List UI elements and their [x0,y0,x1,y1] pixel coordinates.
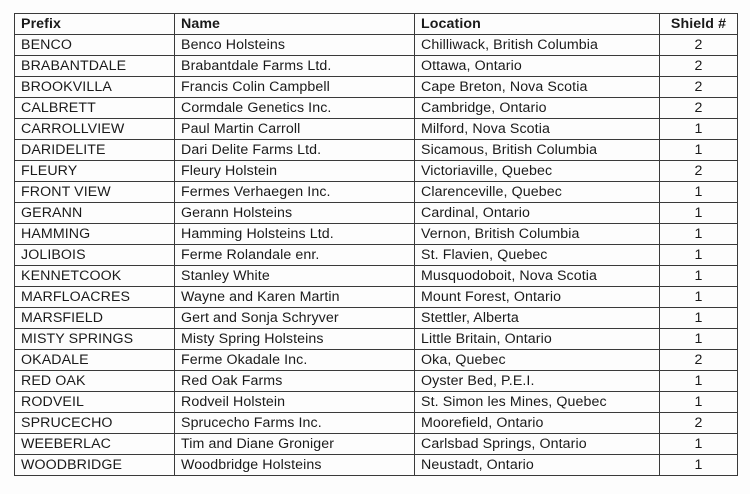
cell-name: Ferme Rolandale enr. [175,245,415,266]
cell-shield: 1 [660,266,738,287]
cell-name: Sprucecho Farms Inc. [175,413,415,434]
cell-name: Cormdale Genetics Inc. [175,98,415,119]
table-row [15,140,738,161]
cell-name: Fermes Verhaegen Inc. [175,182,415,203]
cell-location: Cape Breton, Nova Scotia [415,77,660,98]
cell-location: Musquodoboit, Nova Scotia [415,266,660,287]
table-row [15,98,738,119]
cell-shield: 1 [660,203,738,224]
table-row [15,371,738,392]
cell-location: St. Simon les Mines, Quebec [415,392,660,413]
cell-name: Benco Holsteins [175,35,415,56]
header-location: Location [415,14,660,35]
cell-location: Oka, Quebec [415,350,660,371]
shield-table [14,13,738,476]
cell-location: Stettler, Alberta [415,308,660,329]
cell-prefix: CALBRETT [15,98,175,119]
cell-shield: 1 [660,140,738,161]
cell-shield: 1 [660,182,738,203]
cell-name: Paul Martin Carroll [175,119,415,140]
table-row [15,329,738,350]
cell-shield: 1 [660,119,738,140]
cell-prefix: MISTY SPRINGS [15,329,175,350]
table-row [15,434,738,455]
cell-shield: 2 [660,77,738,98]
cell-prefix: RODVEIL [15,392,175,413]
cell-prefix: BENCO [15,35,175,56]
cell-prefix: SPRUCECHO [15,413,175,434]
table-row [15,224,738,245]
table-header [15,14,738,35]
cell-prefix: MARSFIELD [15,308,175,329]
cell-name: Red Oak Farms [175,371,415,392]
cell-shield: 1 [660,329,738,350]
cell-name: Tim and Diane Groniger [175,434,415,455]
cell-shield: 2 [660,56,738,77]
table-row [15,77,738,98]
cell-location: Clarenceville, Quebec [415,182,660,203]
cell-shield: 1 [660,308,738,329]
cell-shield: 2 [660,413,738,434]
table-row [15,35,738,56]
table-row [15,350,738,371]
table-row [15,287,738,308]
cell-name: Ferme Okadale Inc. [175,350,415,371]
cell-name: Gert and Sonja Schryver [175,308,415,329]
cell-name: Brabantdale Farms Ltd. [175,56,415,77]
table-row [15,182,738,203]
cell-location: Milford, Nova Scotia [415,119,660,140]
cell-prefix: WEEBERLAC [15,434,175,455]
table-row [15,161,738,182]
cell-shield: 2 [660,35,738,56]
cell-location: Moorefield, Ontario [415,413,660,434]
cell-shield: 1 [660,392,738,413]
cell-prefix: BRABANTDALE [15,56,175,77]
cell-shield: 1 [660,224,738,245]
cell-prefix: WOODBRIDGE [15,455,175,476]
cell-shield: 2 [660,98,738,119]
header-row [15,14,738,35]
cell-name: Stanley White [175,266,415,287]
cell-shield: 1 [660,455,738,476]
cell-location: Neustadt, Ontario [415,455,660,476]
table-row [15,308,738,329]
cell-shield: 2 [660,350,738,371]
header-name: Name [175,14,415,35]
cell-location: Mount Forest, Ontario [415,287,660,308]
cell-name: Dari Delite Farms Ltd. [175,140,415,161]
cell-shield: 1 [660,371,738,392]
cell-location: Oyster Bed, P.E.I. [415,371,660,392]
table-row [15,245,738,266]
cell-location: Carlsbad Springs, Ontario [415,434,660,455]
cell-prefix: MARFLOACRES [15,287,175,308]
header-shield: Shield # [660,14,738,35]
cell-shield: 1 [660,245,738,266]
cell-prefix: DARIDELITE [15,140,175,161]
cell-location: St. Flavien, Quebec [415,245,660,266]
cell-location: Little Britain, Ontario [415,329,660,350]
cell-shield: 1 [660,434,738,455]
table-row [15,119,738,140]
cell-prefix: GERANN [15,203,175,224]
cell-location: Cardinal, Ontario [415,203,660,224]
cell-prefix: HAMMING [15,224,175,245]
cell-name: Hamming Holsteins Ltd. [175,224,415,245]
table-row [15,455,738,476]
cell-location: Vernon, British Columbia [415,224,660,245]
cell-name: Wayne and Karen Martin [175,287,415,308]
table-body [15,35,738,476]
cell-prefix: KENNETCOOK [15,266,175,287]
cell-location: Ottawa, Ontario [415,56,660,77]
cell-location: Sicamous, British Columbia [415,140,660,161]
cell-shield: 2 [660,161,738,182]
table-row [15,392,738,413]
cell-prefix: BROOKVILLA [15,77,175,98]
table-row [15,203,738,224]
table-row [15,56,738,77]
header-prefix: Prefix [15,14,175,35]
cell-prefix: FLEURY [15,161,175,182]
cell-prefix: OKADALE [15,350,175,371]
cell-name: Gerann Holsteins [175,203,415,224]
cell-shield: 1 [660,287,738,308]
table-row [15,413,738,434]
cell-prefix: JOLIBOIS [15,245,175,266]
cell-location: Victoriaville, Quebec [415,161,660,182]
table-row [15,266,738,287]
cell-name: Misty Spring Holsteins [175,329,415,350]
cell-name: Rodveil Holstein [175,392,415,413]
cell-name: Woodbridge Holsteins [175,455,415,476]
cell-name: Francis Colin Campbell [175,77,415,98]
cell-location: Cambridge, Ontario [415,98,660,119]
cell-name: Fleury Holstein [175,161,415,182]
cell-prefix: RED OAK [15,371,175,392]
cell-prefix: CARROLLVIEW [15,119,175,140]
cell-prefix: FRONT VIEW [15,182,175,203]
cell-location: Chilliwack, British Columbia [415,35,660,56]
